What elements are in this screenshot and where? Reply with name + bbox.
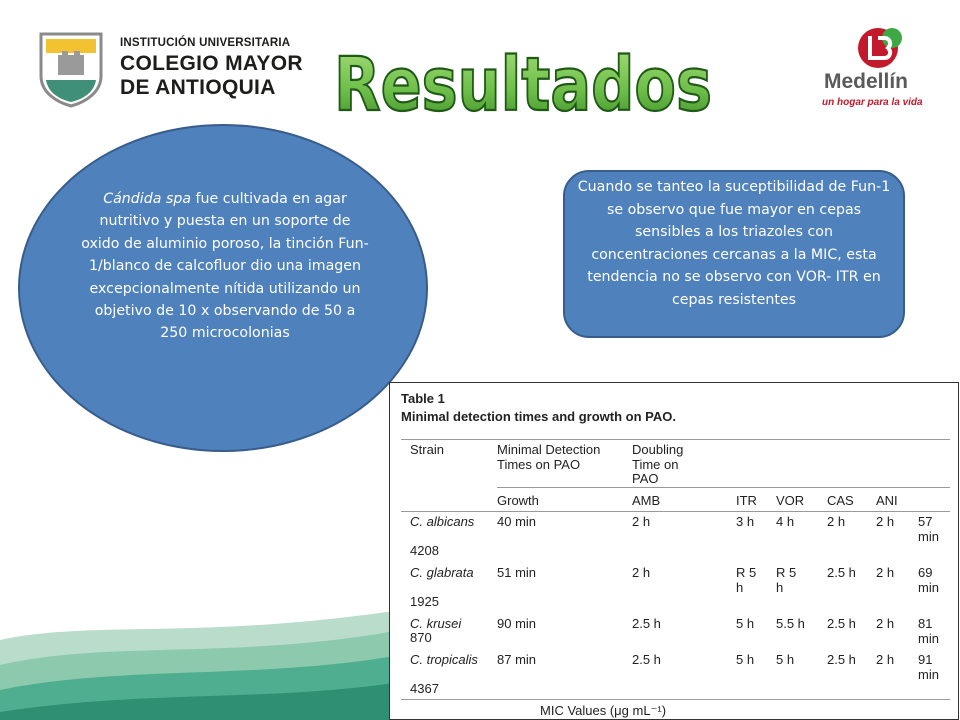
page-title: [330, 38, 720, 128]
row-strain-number: 4208: [410, 543, 439, 558]
header-strain: Strain: [410, 442, 444, 457]
row-itr: 3 h: [736, 514, 755, 529]
header-ani: ANI: [876, 493, 898, 508]
decorative-wave: [0, 580, 400, 720]
row-vor: R 5 h: [776, 565, 797, 595]
city-logo: [818, 24, 943, 112]
row-strain-number: 1925: [410, 594, 439, 609]
row-last: 57 min: [918, 514, 939, 544]
row-growth: 40 min: [497, 514, 537, 529]
institution-line-2: COLEGIO MAYOR: [120, 51, 303, 75]
medellin-emblem-icon: [848, 24, 908, 70]
row-amb: 2 h: [632, 514, 651, 529]
header-min-detection: Minimal Detection Times on PAO: [497, 442, 601, 472]
row-strain-species: C. krusei: [410, 616, 462, 631]
row-cas: 2.5 h: [827, 616, 856, 631]
row-ani: 2 h: [876, 514, 895, 529]
header-vor: VOR: [776, 493, 805, 508]
mic-values-partial: MIC Values (μg mL⁻¹): [540, 703, 667, 718]
header-growth: Growth: [497, 493, 539, 508]
header-doubling: Doubling Time on PAO: [632, 442, 684, 486]
row-amb: 2.5 h: [632, 616, 661, 631]
ellipse-note-text: [80, 188, 370, 345]
city-name: Medellín: [824, 70, 909, 93]
table-rule-bottom: [401, 699, 950, 700]
table-label: Table 1: [401, 391, 445, 406]
table-rule-top: [401, 439, 950, 440]
box-note-text: Cuando se tanteo la suceptibilidad de Fun-1 se observo que fue mayor en cepas sensibles a los triazoles con concentraciones cercanas a la MIC, esta tendencia no se observo con VOR- ITR en cepas resistentes: [577, 179, 891, 308]
row-ani: 2 h: [876, 565, 895, 580]
row-strain-species: C. tropicalis: [410, 652, 478, 667]
row-strain-number: 870: [410, 630, 432, 645]
row-cas: 2.5 h: [827, 652, 856, 667]
institution-line-1: INSTITUCIÓN UNIVERSITARIA: [120, 37, 291, 49]
row-ani: 2 h: [876, 652, 895, 667]
row-itr: 5 h: [736, 616, 755, 631]
row-vor: 5.5 h: [776, 616, 805, 631]
row-strain-number: 4367: [410, 681, 439, 696]
title-text: Resultados: [334, 42, 712, 128]
row-last: 81 min: [918, 616, 939, 646]
row-strain-species: C. glabrata: [410, 565, 474, 580]
row-amb: 2.5 h: [632, 652, 661, 667]
row-growth: 51 min: [497, 565, 537, 580]
results-table: [389, 382, 959, 720]
row-ani: 2 h: [876, 616, 895, 631]
city-slogan: un hogar para la vida: [822, 97, 923, 108]
table-rule-header-bottom: [401, 511, 950, 512]
row-growth: 87 min: [497, 652, 537, 667]
table-caption: Minimal detection times and growth on PAO.: [401, 409, 676, 424]
crest-icon: [36, 28, 106, 108]
header-amb: AMB: [632, 493, 661, 508]
table-rule-mid: [497, 487, 950, 488]
row-itr: R 5 h: [736, 565, 757, 595]
row-amb: 2 h: [632, 565, 651, 580]
ellipse-note-italic: Cándida spa: [103, 191, 192, 207]
row-cas: 2 h: [827, 514, 846, 529]
row-growth: 90 min: [497, 616, 537, 631]
row-cas: 2.5 h: [827, 565, 856, 580]
header-cas: CAS: [827, 493, 854, 508]
row-vor: 5 h: [776, 652, 795, 667]
header-itr: ITR: [736, 493, 757, 508]
row-last: 91 min: [918, 652, 939, 682]
row-strain-species: C. albicans: [410, 514, 475, 529]
institution-logo: [36, 28, 306, 108]
ellipse-note-body: fue cultivada en agar nutritivo y puesta en un soporte de oxido de aluminio poroso, la tinción Fun-1/blanco de calcofluor dio una imagen excepcionalmente nítida utilizando un objetivo de 10 x observando de 50 a 250 microcolonias: [81, 191, 369, 342]
institution-line-3: DE ANTIOQUIA: [120, 75, 276, 99]
row-last: 69 min: [918, 565, 939, 595]
row-itr: 5 h: [736, 652, 755, 667]
row-vor: 4 h: [776, 514, 795, 529]
